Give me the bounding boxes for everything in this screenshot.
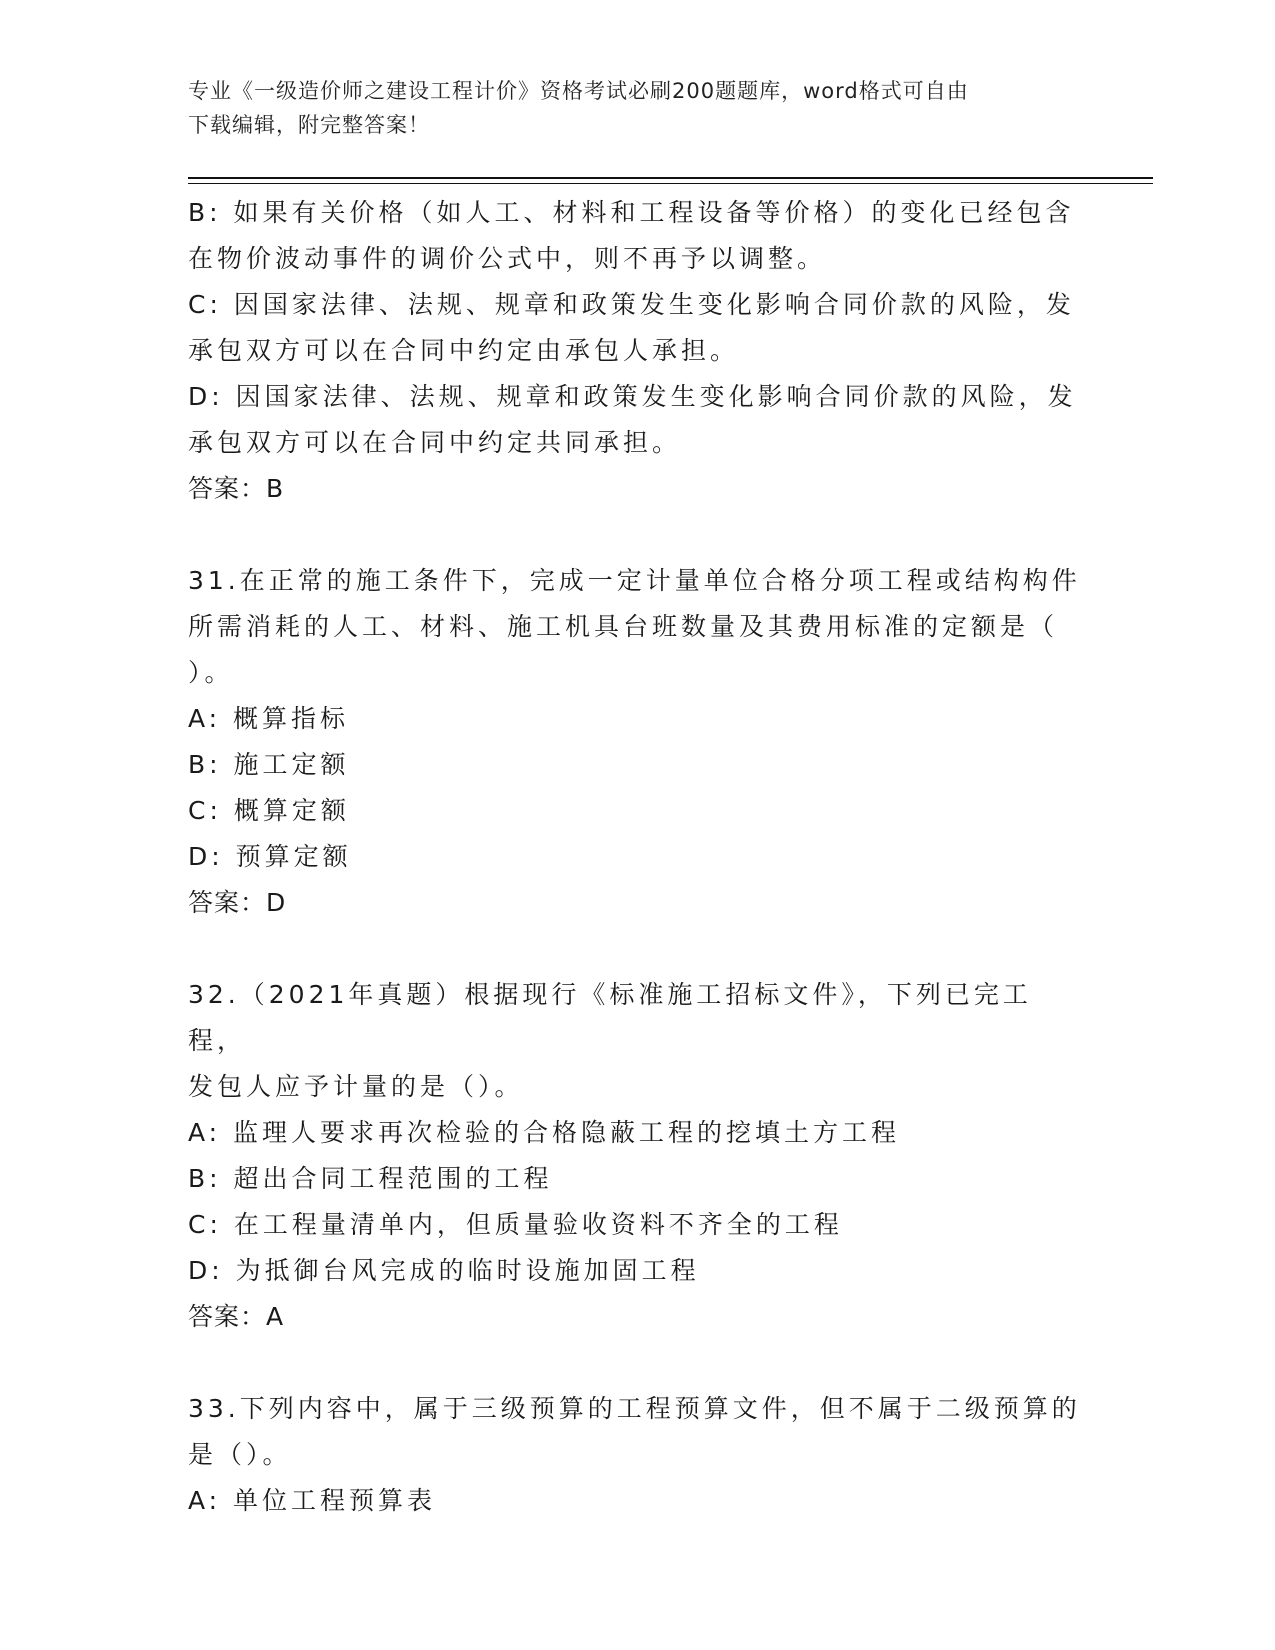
q30-option-d-line-1: D: 因国家法律、法规、规章和政策发生变化影响合同价款的风险，发 — [188, 382, 1077, 411]
q30-answer: 答案：B — [188, 474, 285, 503]
q33-option-a: A: 单位工程预算表 — [188, 1486, 437, 1515]
header-rule-thin — [188, 183, 1153, 184]
spacer — [188, 1340, 1088, 1386]
q32-option-a: A: 监理人要求再次检验的合格隐蔽工程的挖填土方工程 — [188, 1118, 901, 1147]
header-line-2: 下载编辑，附完整答案！ — [188, 113, 430, 137]
q31-option-b: B: 施工定额 — [188, 750, 350, 779]
q32-stem-line-2: 发包人应予计量的是（）。 — [188, 1072, 524, 1101]
q30-option-c-line-1: C: 因国家法律、法规、规章和政策发生变化影响合同价款的风险，发 — [188, 290, 1075, 319]
q31-option-d: D: 预算定额 — [188, 842, 352, 871]
header-line-1: 专业《一级造价师之建设工程计价》资格考试必刷200题题库，word格式可自由 — [188, 79, 969, 103]
spacer — [188, 926, 1088, 972]
q32-option-d: D: 为抵御台风完成的临时设施加固工程 — [188, 1256, 700, 1285]
q32-option-c: C: 在工程量清单内，但质量验收资料不齐全的工程 — [188, 1210, 843, 1239]
question-30 — [188, 190, 1088, 512]
question-31 — [188, 558, 1088, 926]
header-rule-thick — [188, 177, 1153, 179]
q32-option-b: B: 超出合同工程范围的工程 — [188, 1164, 553, 1193]
question-32 — [188, 972, 1088, 1340]
question-33 — [188, 1386, 1088, 1524]
q31-option-c: C: 概算定额 — [188, 796, 350, 825]
q32-answer: 答案：A — [188, 1302, 285, 1331]
q30-option-d-line-2: 承包双方可以在合同中约定共同承担。 — [188, 428, 682, 457]
q31-answer: 答案：D — [188, 888, 287, 917]
q31-stem-line-1: 31.在正常的施工条件下，完成一定计量单位合格分项工程或结构构件 — [188, 566, 1081, 595]
q30-option-b-line-2: 在物价波动事件的调价公式中，则不再予以调整。 — [188, 244, 827, 273]
question-content — [188, 190, 1088, 1524]
q30-option-b-line-1: B: 如果有关价格（如人工、材料和工程设备等价格）的变化已经包含 — [188, 198, 1075, 227]
q32-stem-line-1: 32.（2021年真题）根据现行《标准施工招标文件》，下列已完工程， — [188, 980, 1032, 1055]
spacer — [188, 512, 1088, 558]
q30-option-c-line-2: 承包双方可以在合同中约定由承包人承担。 — [188, 336, 740, 365]
q33-stem-line-1: 33.下列内容中，属于三级预算的工程预算文件，但不属于二级预算的 — [188, 1394, 1081, 1423]
q31-option-a: A: 概算指标 — [188, 704, 350, 733]
page-header — [188, 74, 1088, 142]
q33-stem-line-2: 是（）。 — [188, 1440, 292, 1469]
q31-stem-line-3: ）。 — [188, 658, 234, 687]
q31-stem-line-2: 所需消耗的人工、材料、施工机具台班数量及其费用标准的定额是（ — [188, 612, 1059, 641]
